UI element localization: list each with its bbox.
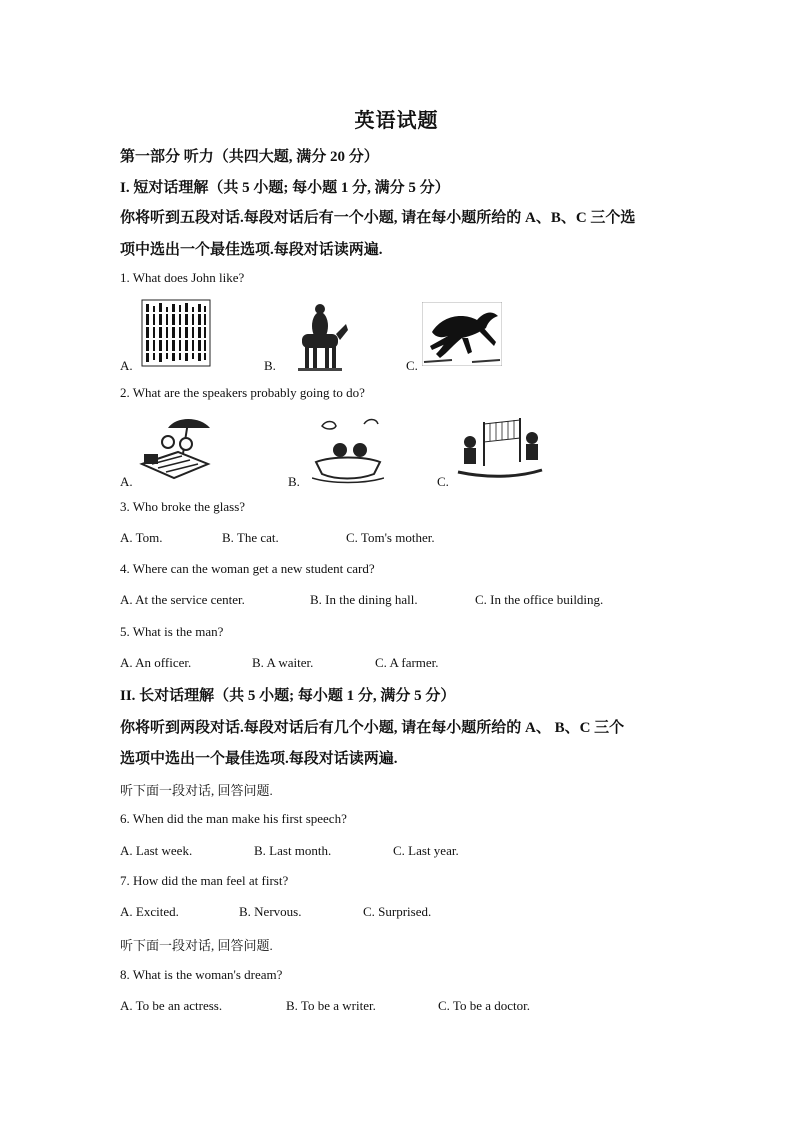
q2-option-c-label: C. <box>437 474 449 489</box>
question-7-stem: 7. How did the man feel at first? <box>120 873 289 888</box>
question-1-stem: 1. What does John like? <box>120 270 245 285</box>
q3-option-b: B. The cat. <box>222 530 279 545</box>
section2-subinstruction-1: 听下面一段对话, 回答问题. <box>120 783 273 798</box>
section2-subinstruction-2: 听下面一段对话, 回答问题. <box>120 938 273 953</box>
calligraphy-image <box>140 298 212 368</box>
q6-option-c: C. Last year. <box>393 843 459 858</box>
volleyball-image <box>456 408 544 482</box>
q4-option-b: B. In the dining hall. <box>310 592 418 607</box>
picnic-image <box>138 414 214 484</box>
q8-option-a: A. To be an actress. <box>120 998 223 1013</box>
section1-instructions-line1: 你将听到五段对话.每段对话后有一个小题, 请在每小题所给的 A、B、C 三个选 <box>120 210 636 226</box>
q5-option-a: A. An officer. <box>120 655 192 670</box>
section2-instructions-line1: 你将听到两段对话.每段对话后有几个小题, 请在每小题所给的 A、 B、C 三个 <box>120 720 625 736</box>
q3-option-a: A. Tom. <box>120 530 163 545</box>
q7-option-b: B. Nervous. <box>239 904 302 919</box>
q8-option-b: B. To be a writer. <box>286 998 376 1013</box>
rowing-boat-image <box>312 416 384 484</box>
q7-option-c: C. Surprised. <box>363 904 432 919</box>
question-5-stem: 5. What is the man? <box>120 624 224 639</box>
section1-heading: I. 短对话理解（共 5 小题; 每小题 1 分, 满分 5 分） <box>120 180 450 196</box>
question-4-stem: 4. Where can the woman get a new student card? <box>120 561 375 576</box>
question-8-stem: 8. What is the woman's dream? <box>120 967 283 982</box>
question-6-stem: 6. When did the man make his first speech? <box>120 811 347 826</box>
section2-heading: II. 长对话理解（共 5 小题; 每小题 1 分, 满分 5 分） <box>120 688 456 704</box>
q4-option-c: C. In the office building. <box>475 592 604 607</box>
clay-horse-figurine-image <box>292 300 348 372</box>
section2-instructions-line2: 选项中选出一个最佳选项.每段对话读两遍. <box>120 751 398 767</box>
q1-option-a-label: A. <box>120 358 133 373</box>
part1-heading: 第一部分 听力（共四大题, 满分 20 分） <box>120 149 379 165</box>
q5-option-b: B. A waiter. <box>252 655 314 670</box>
q1-option-b-label: B. <box>264 358 276 373</box>
q2-option-b-label: B. <box>288 474 300 489</box>
question-2-stem: 2. What are the speakers probably going to do? <box>120 385 365 400</box>
q8-option-c: C. To be a doctor. <box>438 998 531 1013</box>
q6-option-a: A. Last week. <box>120 843 193 858</box>
q3-option-c: C. Tom's mother. <box>346 530 435 545</box>
horse-painting-image <box>422 302 502 366</box>
q4-option-a: A. At the service center. <box>120 592 245 607</box>
q6-option-b: B. Last month. <box>254 843 332 858</box>
section1-instructions-line2: 项中选出一个最佳选项.每段对话读两遍. <box>120 242 383 258</box>
q7-option-a: A. Excited. <box>120 904 179 919</box>
q1-option-c-label: C. <box>406 358 418 373</box>
q5-option-c: C. A farmer. <box>375 655 439 670</box>
question-3-stem: 3. Who broke the glass? <box>120 499 246 514</box>
q2-option-a-label: A. <box>120 474 133 489</box>
page-title: 英语试题 <box>354 110 439 132</box>
